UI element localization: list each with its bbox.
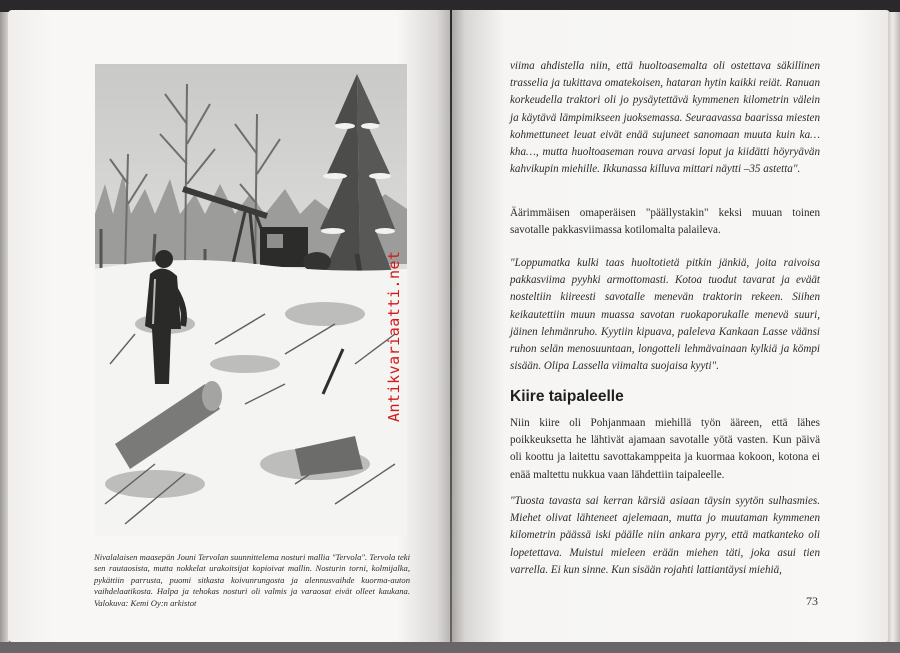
body-paragraph-2: Niin kiire oli Pohjanmaan miehillä työn ääreen, että lähes poikkeuksetta he lähtivät ajamaan savotalle yötä vasten. Kun päivä oli koottu ja laitettu savottakamppeita ja kuormaa kokoon, kotona ei enää maltettu nukkua vaan lähdettiin taipaleelle. [510, 417, 820, 481]
section-heading: Kiire taipaleelle [510, 388, 624, 405]
quote-paragraph-2: "Loppumatka kulki taas huoltotietä pitkin jänkiä, joita raivoisa pakkasviima pyyhki armottomasti. Kotoa tuodut tavarat ja eväät nosteltiin kiireesti savotalle menevän traktorin rekeen. Siihen keikautettiin muun muassa savotan ruokaporukalle menevä suuri, jäinen lehmänruho. Kyytiin kipuava, paleleva Kankaan Lasse väänsi ruhon selän menosuuntaan, longotteli lehmävainaan kylkiä ja kömpi sisään. Olipa Lassella viimalta suojaisa kyyti". [510, 257, 820, 373]
crane-photo [95, 64, 407, 536]
body-paragraph-1: Äärimmäisen omaperäisen "päällystakin" keksi muuan toinen savotalle pakkasviimassa kotilomalta palaileva. [510, 207, 820, 237]
quote-paragraph-3: "Tuosta tavasta sai kerran kärsiä asiaan täysin syytön sulhasmies. Miehet olivat lähteneet ajelemaan, mutta jo muutaman kymmenen kilometrin päässä iski päälle niin ankara pyry, että matkanteko oli lopetettava. Muistui mieleen erään miehen täti, joka asui tien varrella. Ei kun sinne. Kun sisään rojahti lattiantäysi miehiä, [510, 495, 820, 576]
photo-caption: Nivalalaisen maasepän Jouni Tervolan suunnittelema nosturi mallia "Tervola". Tervola teki sen rautaosista, mutta nokkelat urakoitsijat kopioivat mallin. Nosturin torni, kolmijalka, pykättiin parrusta, puomi sitkasta koivunrungosta ja alennusvaihde kuorma-auton vaihdelaatikosta. Halpa ja tehokas nosturi oli valmis ja varaosat eivät olleet kaukana. Valokuva: Kemi Oy:n arkistot [94, 551, 410, 608]
page-number: 73 [806, 594, 818, 608]
quote-paragraph-1: viima ahdistella niin, että huoltoasemalta oli ostettava säkillinen trasselia ja tukittava omatekoisen, hataran hytin kaikki reiät. Ranuan korkeudella traktori oli jo pysäytettävä kymmenen kilometrin välein ja käytävä lämpimikseen juoksemassa. Seuraavassa baarissa miesten kohmettuneet leuat eivät enää sujuneet sanomaan muuta kuin ka… kha…, mutta huoltoaseman rouva arvasi loput ja kiidätti höyryävän kahvikupin miehille. Ikkunassa killuva mittari näytti –35 astetta". [510, 60, 820, 176]
photo-illustration [95, 64, 407, 536]
book-right-edge [888, 12, 900, 642]
watermark-text: Antikvariaatti.net [385, 250, 403, 422]
